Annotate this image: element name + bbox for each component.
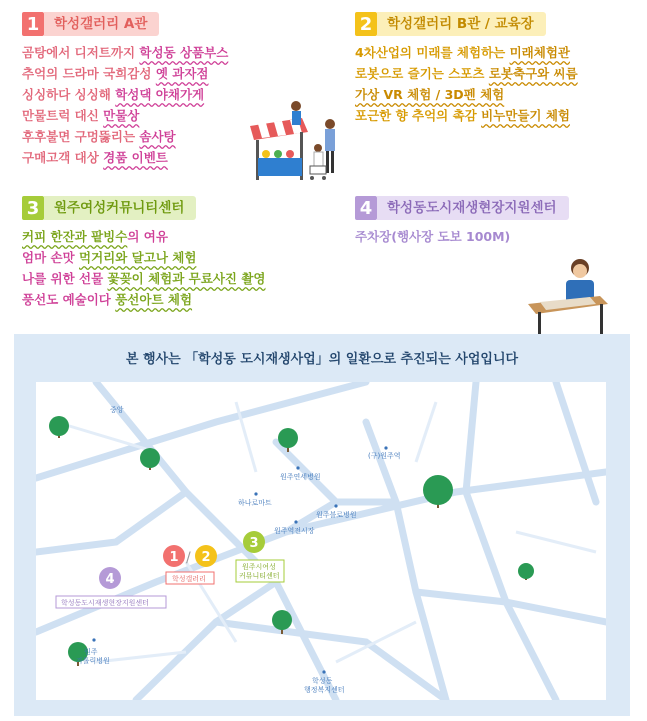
label-catholic-line2: 가톨릭병원 [76, 657, 110, 665]
label-hanaro-mart: 하나로마트 [238, 499, 272, 507]
section-4-list [355, 226, 569, 247]
list-item: 후후불면 구멍뚫리는 솜사탕 [22, 129, 176, 144]
map-badge-3-num: 3 [249, 536, 259, 551]
section-3-title: 원주여성커뮤니티센터 [44, 196, 196, 220]
section-2-number: 2 [355, 12, 377, 36]
section-womens-center [22, 196, 265, 310]
list-item: 주차장(행사장 도보 100M) [355, 229, 511, 244]
tree-icon [423, 475, 453, 508]
map[interactable] [36, 382, 606, 700]
list-item: 곰탕에서 디저트까지 학성동 상품부스 [22, 45, 229, 60]
section-2-list [355, 42, 578, 126]
label-station-market: 원주역전시장 [274, 527, 315, 535]
map-panel [14, 334, 630, 716]
list-item: 가상 VR 체험 / 3D펜 체험 [355, 87, 505, 102]
section-gallery-a [22, 12, 228, 168]
market-stall-illustration [244, 96, 344, 186]
section-2-header [355, 12, 578, 36]
map-badge-2-num: 2 [201, 550, 211, 565]
map-canvas [36, 382, 606, 700]
list-item: 4차산업의 미래를 체험하는 미래체험관 [355, 45, 570, 60]
list-item: 포근한 향 추억의 촉감 비누만들기 체험 [355, 108, 570, 123]
list-item: 구매고객 대상 경품 이벤트 [22, 150, 168, 165]
label-blue-hospital: 원주블로병원 [316, 511, 357, 519]
section-3-number: 3 [22, 196, 44, 220]
label-welfare-line1: 학성동 [312, 677, 333, 685]
label-womens-line2: 커뮤니티센터 [239, 572, 280, 580]
list-item: 추억의 드라마 국희감성 옛 과자점 [22, 66, 209, 81]
section-1-header [22, 12, 228, 36]
section-1-number: 1 [22, 12, 44, 36]
map-badge-4-num: 4 [105, 572, 115, 587]
list-item: 풍선도 예술이다 풍선아트 체험 [22, 292, 193, 307]
list-item: 만물트럭 대신 만물상 [22, 108, 140, 123]
label-catholic-line1: 원주 [84, 648, 98, 656]
label-jungang: 중앙 [110, 406, 124, 414]
section-3-header [22, 196, 265, 220]
tree-icon [518, 563, 534, 580]
road-network [36, 382, 606, 700]
section-4-title: 학성동도시재생현장지원센터 [377, 196, 569, 220]
list-item: 커피 한잔과 팥빙수의 여유 [22, 229, 168, 244]
label-welfare-line2: 행정복지센터 [304, 686, 345, 694]
list-item: 엄마 손맛 먹거리와 달고나 체험 [22, 250, 197, 265]
section-gallery-b [355, 12, 578, 126]
tree-icon [49, 416, 69, 438]
section-4-header [355, 196, 569, 220]
label-yonsei-hospital: 원주연세병원 [280, 473, 321, 481]
map-marker-gallery[interactable] [163, 545, 217, 584]
list-item: 싱싱하다 싱싱해 학성댁 야채가게 [22, 87, 205, 102]
map-notice-title: 본 행사는 「학성동 도시재생사업」의 일환으로 추진되는 사업입니다 [125, 352, 519, 367]
section-2-title: 학성갤러리 B관 / 교육장 [377, 12, 546, 36]
label-support-center: 학성동도시재생현장지원센터 [61, 599, 149, 607]
label-old-station: (구)원주역 [368, 452, 401, 460]
map-badge-1-num: 1 [169, 550, 179, 565]
tree-icon [140, 448, 160, 470]
map-badge-slash: / [186, 550, 191, 566]
section-support-center [355, 196, 569, 247]
section-1-title: 학성갤러리 A관 [44, 12, 159, 36]
list-item: 로봇으로 즐기는 스포츠 로봇축구와 씨름 [355, 66, 578, 81]
label-womens-line1: 원주시여성 [242, 563, 276, 571]
section-4-number: 4 [355, 196, 377, 220]
section-1-list [22, 42, 228, 168]
label-gallery: 학성갤러리 [172, 575, 206, 583]
list-item: 나를 위한 선물 꽃꽂이 체험과 무료사진 촬영 [22, 271, 266, 286]
section-3-list [22, 226, 265, 310]
